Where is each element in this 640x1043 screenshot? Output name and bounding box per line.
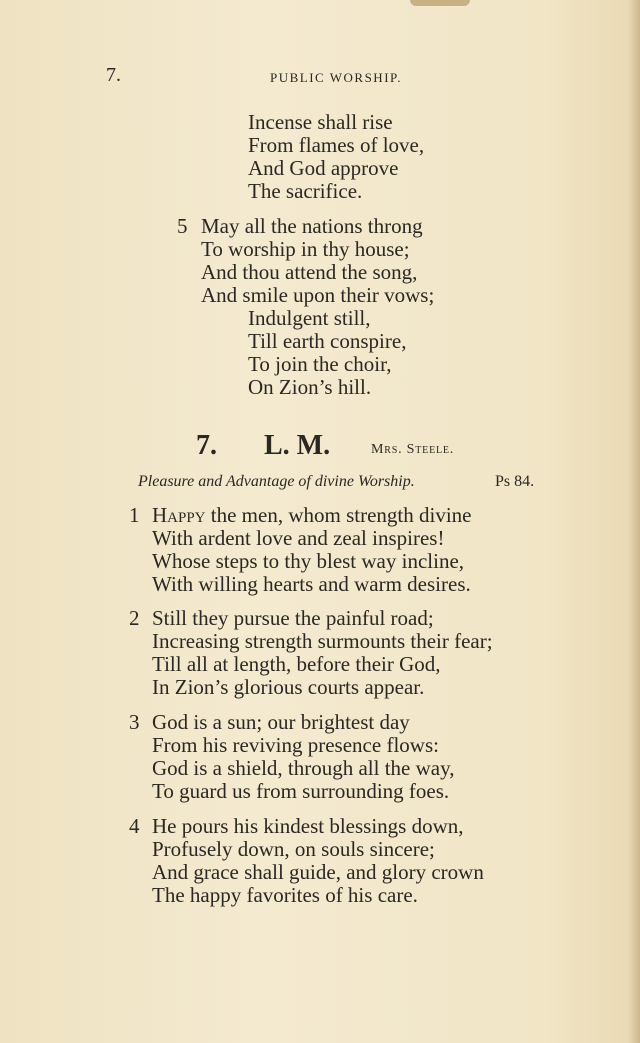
running-head: PUBLIC WORSHIP. (270, 70, 403, 85)
hymn-author: Mrs. Steele. (371, 442, 455, 457)
stanza-number: 3 (129, 710, 140, 734)
verse-line: In Zion’s glorious courts appear. (152, 675, 425, 699)
verse-line: Till all at length, before their God, (152, 652, 441, 676)
verse-line: Incense shall rise (248, 110, 393, 134)
initial-word: Happy (152, 503, 206, 527)
verse-line: The happy favorites of his care. (152, 883, 418, 907)
verse-line: And smile upon their vows; (201, 283, 435, 307)
verse-line: He pours his kindest blessings down, (152, 814, 464, 838)
verse-line: And thou attend the song, (201, 260, 418, 284)
verse-line: And God approve (248, 156, 399, 180)
verse-line-rest: the men, whom strength divine (205, 503, 472, 527)
page-edge-shadow (628, 0, 640, 1043)
verse-line: Till earth conspire, (248, 329, 407, 353)
verse-line: Still they pursue the painful road; (152, 606, 434, 630)
page-number: 7. (106, 64, 121, 86)
verse-line (152, 504, 471, 527)
verse-line: God is a sun; our brightest day (152, 710, 410, 734)
verse-line: Whose steps to thy blest way incline, (152, 549, 465, 573)
stanza-number: 2 (129, 606, 140, 630)
verse-line: With willing hearts and warm desires. (152, 572, 471, 596)
hymn-number: 7. (196, 430, 217, 461)
page-header (0, 64, 640, 94)
verse-line: With ardent love and zeal inspires! (152, 526, 445, 550)
verse-line: The sacrifice. (248, 179, 363, 203)
verse-line: And grace shall guide, and glory crown (152, 860, 484, 884)
verse-line: May all the nations throng (201, 214, 423, 238)
verse-line: God is a shield, through all the way, (152, 756, 455, 780)
verse-line: To worship in thy house; (201, 237, 410, 261)
stanza-number: 4 (129, 814, 140, 838)
stanza-number: 5 (177, 214, 188, 238)
page-stain (410, 0, 470, 6)
verse-line: Indulgent still, (248, 306, 371, 330)
verse-line: Profusely down, on souls sincere; (152, 837, 435, 861)
psalm-reference: Ps 84. (495, 473, 535, 490)
verse-line: To guard us from surrounding foes. (152, 779, 450, 803)
stanza-number: 1 (129, 503, 140, 527)
verse-line: Increasing strength surmounts their fear; (152, 629, 493, 653)
hymn-subtitle: Pleasure and Advantage of divine Worship. (138, 473, 415, 490)
verse-line: To join the choir, (248, 352, 392, 376)
verse-line: From his reviving presence flows: (152, 733, 439, 757)
verse-line: From flames of love, (248, 133, 425, 157)
verse-line: On Zion’s hill. (248, 375, 372, 399)
hymn-meter: L. M. (264, 430, 331, 461)
